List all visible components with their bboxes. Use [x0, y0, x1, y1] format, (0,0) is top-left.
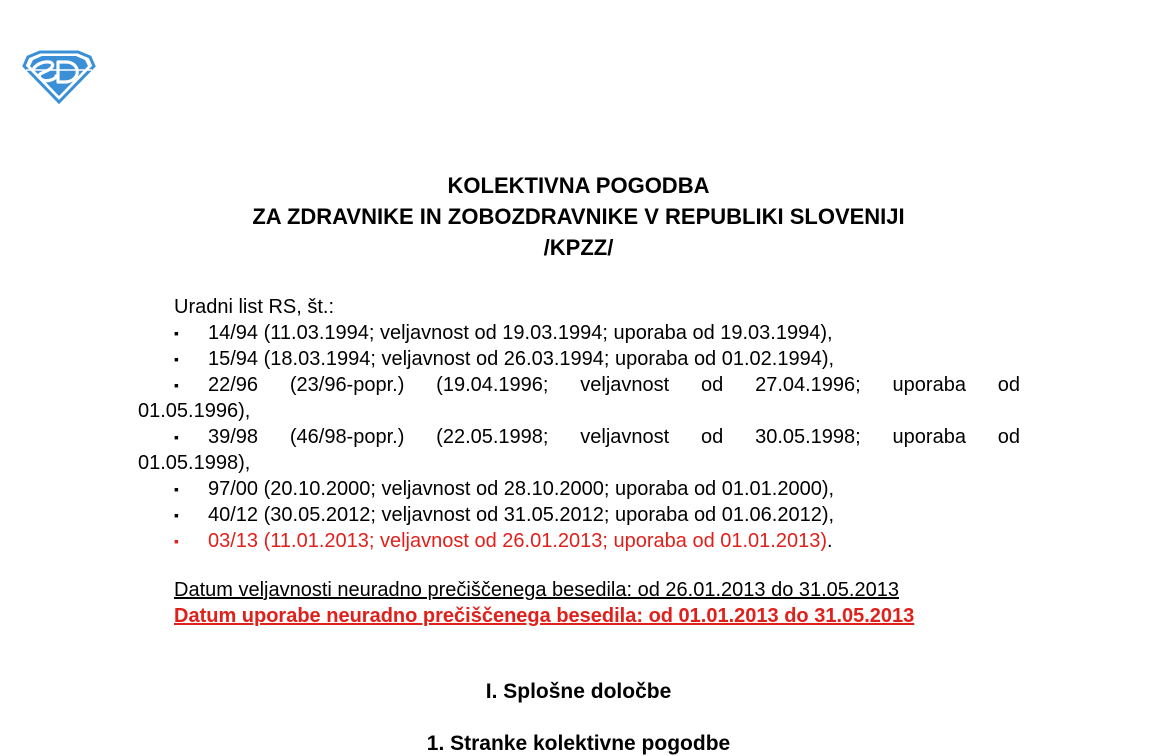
subchapter-heading: 1. Stranke kolektivne pogodbe — [426, 732, 731, 755]
gazette-references — [138, 294, 1020, 554]
title-line-2: ZA ZDRAVNIKE IN ZOBOZDRAVNIKE V REPUBLIKI SLOVENIJI — [252, 204, 905, 229]
gazette-entry-text: 14/94 (11.03.1994; veljavnost od 19.03.1994; uporaba od 19.03.1994), — [208, 322, 833, 344]
gazette-entry — [138, 346, 1020, 372]
usage-date-line: Datum uporabe neuradno prečiščenega besedila: od 01.01.2013 do 31.05.2013 — [174, 605, 915, 627]
union-logo-icon — [22, 50, 96, 104]
gazette-entry — [138, 502, 1020, 528]
bullet-icon: ▪ — [174, 325, 179, 341]
chapter-heading: I. Splošne določbe — [485, 680, 672, 703]
gazette-entry-text: 03/13 (11.01.2013; veljavnost od 26.01.2013; uporaba od 01.01.2013) — [208, 530, 828, 552]
gazette-entry-end: . — [827, 530, 833, 552]
gazette-entry-text: 97/00 (20.10.2000; veljavnost od 28.10.2000; uporaba od 01.01.2000), — [208, 478, 835, 500]
gazette-entry-continuation: 01.05.1998), — [138, 452, 251, 474]
validity-date-line: Datum veljavnosti neuradno prečiščenega besedila: od 26.01.2013 do 31.05.2013 — [174, 579, 899, 601]
bullet-icon: ▪ — [174, 377, 179, 393]
bullet-icon: ▪ — [174, 481, 179, 497]
gazette-entry — [138, 372, 1020, 424]
bullet-icon: ▪ — [174, 429, 179, 445]
gazette-entry-text: 22/96 (23/96-popr.) (19.04.1996; veljavnost od 27.04.1996; uporaba od — [208, 374, 1020, 396]
consolidated-text-dates — [174, 577, 914, 629]
title-line-3: /KPZZ/ — [543, 235, 614, 260]
bullet-icon: ▪ — [174, 507, 179, 523]
gazette-entry-continuation: 01.05.1996), — [138, 400, 251, 422]
title-line-1: KOLEKTIVNA POGODBA — [447, 173, 710, 198]
gazette-entry-latest — [138, 528, 1020, 554]
gazette-entry-text: 15/94 (18.03.1994; veljavnost od 26.03.1994; uporaba od 01.02.1994), — [208, 348, 835, 370]
gazette-entry — [138, 424, 1020, 476]
document-title — [0, 170, 1157, 263]
gazette-entry-text: 39/98 (46/98-popr.) (22.05.1998; veljavnost od 30.05.1998; uporaba od — [208, 426, 1020, 448]
gazette-entry-text: 40/12 (30.05.2012; veljavnost od 31.05.2012; uporaba od 01.06.2012), — [208, 504, 835, 526]
gazette-entry — [138, 476, 1020, 502]
gazette-entry — [138, 320, 1020, 346]
gazette-label: Uradni list RS, št.: — [174, 296, 335, 318]
bullet-icon: ▪ — [174, 533, 179, 549]
bullet-icon: ▪ — [174, 351, 179, 367]
